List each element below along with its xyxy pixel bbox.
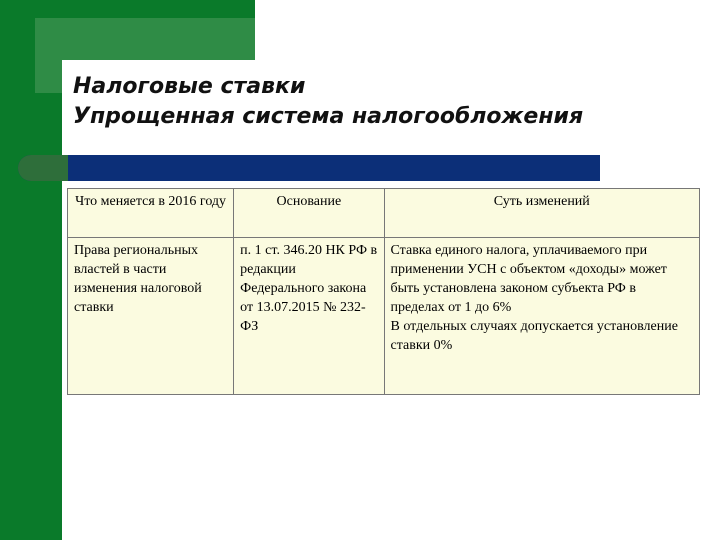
cell-what-changes: Права региональных властей в части изменения налоговой ставки: [68, 238, 234, 395]
essence-paragraph-2: В отдельных случаях допускается установление ставки 0%: [390, 319, 678, 353]
title-line-1: Налоговые ставки: [73, 74, 306, 99]
header-what-changes: Что меняется в 2016 году: [68, 189, 234, 238]
table-row: [68, 238, 700, 395]
cell-essence: [384, 238, 699, 395]
slide-title: [73, 72, 693, 132]
tax-changes-table: [67, 188, 700, 395]
title-line-2: Упрощенная система налогообложения: [73, 104, 584, 129]
essence-paragraph-1: Ставка единого налога, уплачиваемого при применении УСН с объектом «доходы» может быть установлена законом субъекта РФ в пределах от 1 до 6%: [390, 243, 667, 315]
header-basis: Основание: [234, 189, 384, 238]
title-bar-accent: [18, 155, 68, 181]
cell-basis: п. 1 ст. 346.20 НК РФ в редакции Федерального закона от 13.07.2015 № 232-ФЗ: [234, 238, 384, 395]
header-essence: Суть изменений: [384, 189, 699, 238]
title-underline-bar: [18, 155, 600, 181]
table-header-row: [68, 189, 700, 238]
